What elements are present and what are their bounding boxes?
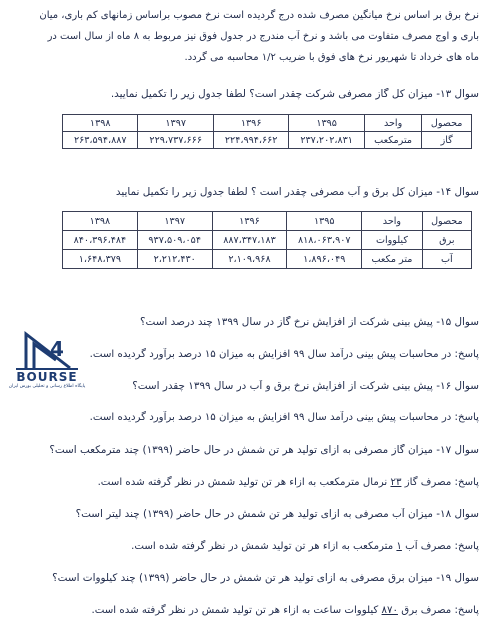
table-header-row (63, 212, 472, 231)
table-cell: ۲،۲۱۲،۴۳۰ (137, 250, 212, 269)
table-cell: کیلووات (362, 231, 423, 250)
table-cell: مترمکعب (364, 132, 421, 149)
table-cell: ۲۲۴،۹۹۴،۶۶۲ (213, 132, 288, 149)
answer-18-value: ۱ (396, 541, 402, 552)
logo-subtitle: پایگاه اطلاع رسانی و تحلیلی بورس ایران (8, 384, 86, 389)
intro-line-2: باری و اوج مصرف متفاوت می باشد و نرخ آب مندرج در جدول فوق نیز مربوط به ۸ ماه از سال است در (47, 31, 479, 42)
table-cell: ۲۳۷،۲۰۲،۸۳۱ (289, 132, 364, 149)
header-cell: ۱۳۹۸ (63, 212, 138, 231)
question-16: سوال ۱۶- پیش بینی شرکت از افزایش نرخ برق و آب در سال ۱۳۹۹ چقدر است؟ (132, 380, 479, 392)
answer-18-suffix: مترمکعب به ازاء هر تن تولید شمش در نظر گرفته شده است. (131, 541, 397, 552)
question-17: سوال ۱۷- میزان گاز مصرفی به ازای تولید هر تن شمش در حال حاضر (۱۳۹۹) چند مترمکعب است؟ (49, 444, 479, 456)
logo-text: BOURSE (16, 370, 78, 384)
table-cell: متر مکعب (362, 250, 423, 269)
header-cell: ۱۳۹۶ (213, 115, 288, 132)
answer-19-value: ۸۷۰ (381, 605, 398, 616)
header-cell: ۱۳۹۷ (137, 212, 212, 231)
table-cell: ۸۱۸،۰۶۳،۹۰۷ (287, 231, 362, 250)
answer-17-value: ۲۳ (390, 477, 402, 488)
question-18: سوال ۱۸- میزان آب مصرفی به ازای تولید هر تن شمش در حال حاضر (۱۳۹۹) چند لیتر است؟ (75, 508, 479, 520)
table-cell: ۱،۶۴۸،۳۷۹ (63, 250, 138, 269)
table-cell: ۸۸۷،۳۴۷،۱۸۳ (212, 231, 287, 250)
answer-16: پاسخ: در محاسبات پیش بینی درآمد سال ۹۹ افزایش به میزان ۱۵ درصد برآورد گردیده است. (89, 412, 479, 423)
header-cell: محصول (422, 212, 471, 231)
electricity-water-table (62, 211, 472, 269)
table-cell: ۱،۸۹۶،۰۴۹ (287, 250, 362, 269)
table-cell: ۲،۱۰۹،۹۶۸ (212, 250, 287, 269)
table-cell: آب (422, 250, 471, 269)
answer-18-prefix: پاسخ: مصرف آب (401, 541, 479, 552)
header-cell: ۱۳۹۵ (289, 115, 364, 132)
gas-consumption-table (62, 114, 472, 149)
table-header-row (63, 115, 472, 132)
answer-19 (10, 604, 479, 617)
question-14: سوال ۱۴- میزان کل برق و آب مصرفی چقدر است ؟ لطفا جدول زیر را تکمیل نمایید (115, 186, 479, 198)
intro-line-1: نرخ برق بر اساس نرخ میانگین مصرف شده درج گردیده است نرخ مصوب براساس زمانهای کم باری، میان (39, 10, 479, 21)
answer-18 (10, 540, 479, 553)
table-row (63, 250, 472, 269)
header-cell: واحد (362, 212, 423, 231)
answer-19-suffix: کیلووات ساعت به ازاء هر تن تولید شمش در نظر گرفته شده است. (91, 605, 382, 616)
answer-17 (10, 476, 479, 489)
answer-17-prefix: پاسخ: مصرف گاز (401, 477, 479, 488)
header-cell: ۱۳۹۷ (138, 115, 213, 132)
header-cell: ۱۳۹۶ (212, 212, 287, 231)
table-cell: گاز (422, 132, 472, 149)
header-cell: محصول (422, 115, 472, 132)
question-13: سوال ۱۳- میزان کل گاز مصرفی شرکت چقدر است؟ لطفا جدول زیر را تکمیل نمایید. (110, 88, 479, 100)
answer-15: پاسخ: در محاسبات پیش بینی درآمد سال ۹۹ افزایش به میزان ۱۵ درصد برآورد گردیده است. (89, 349, 479, 360)
svg-text:4: 4 (50, 337, 64, 361)
table-row (63, 231, 472, 250)
table-cell: ۹۳۷،۵۰۹،۰۵۴ (137, 231, 212, 250)
question-15: سوال ۱۵- پیش بینی شرکت از افزایش نرخ گاز در سال ۱۳۹۹ چند درصد است؟ (140, 316, 479, 328)
table-row (63, 132, 472, 149)
answer-17-suffix: نرمال مترمکعب به ازاء هر تن تولید شمش در نظر گرفته شده است. (97, 477, 391, 488)
table-cell: ۲۶۳،۵۹۴،۸۸۷ (63, 132, 138, 149)
table-cell: ۸۴۰،۳۹۶،۴۸۴ (63, 231, 138, 250)
table-cell: ۲۲۹،۷۳۷،۶۶۶ (138, 132, 213, 149)
answer-19-prefix: پاسخ: مصرف برق (397, 605, 479, 616)
header-cell: واحد (364, 115, 421, 132)
header-cell: ۱۳۹۸ (63, 115, 138, 132)
intro-line-3: ماه های خرداد تا شهریور نرخ های فوق با ضریب ۱/۲ محاسبه می گردد. (184, 52, 479, 63)
table-cell: برق (422, 231, 471, 250)
question-19: سوال ۱۹- میزان برق مصرفی به ازای تولید هر تن شمش در حال حاضر (۱۳۹۹) چند کیلووات است؟ (52, 572, 479, 584)
header-cell: ۱۳۹۵ (287, 212, 362, 231)
